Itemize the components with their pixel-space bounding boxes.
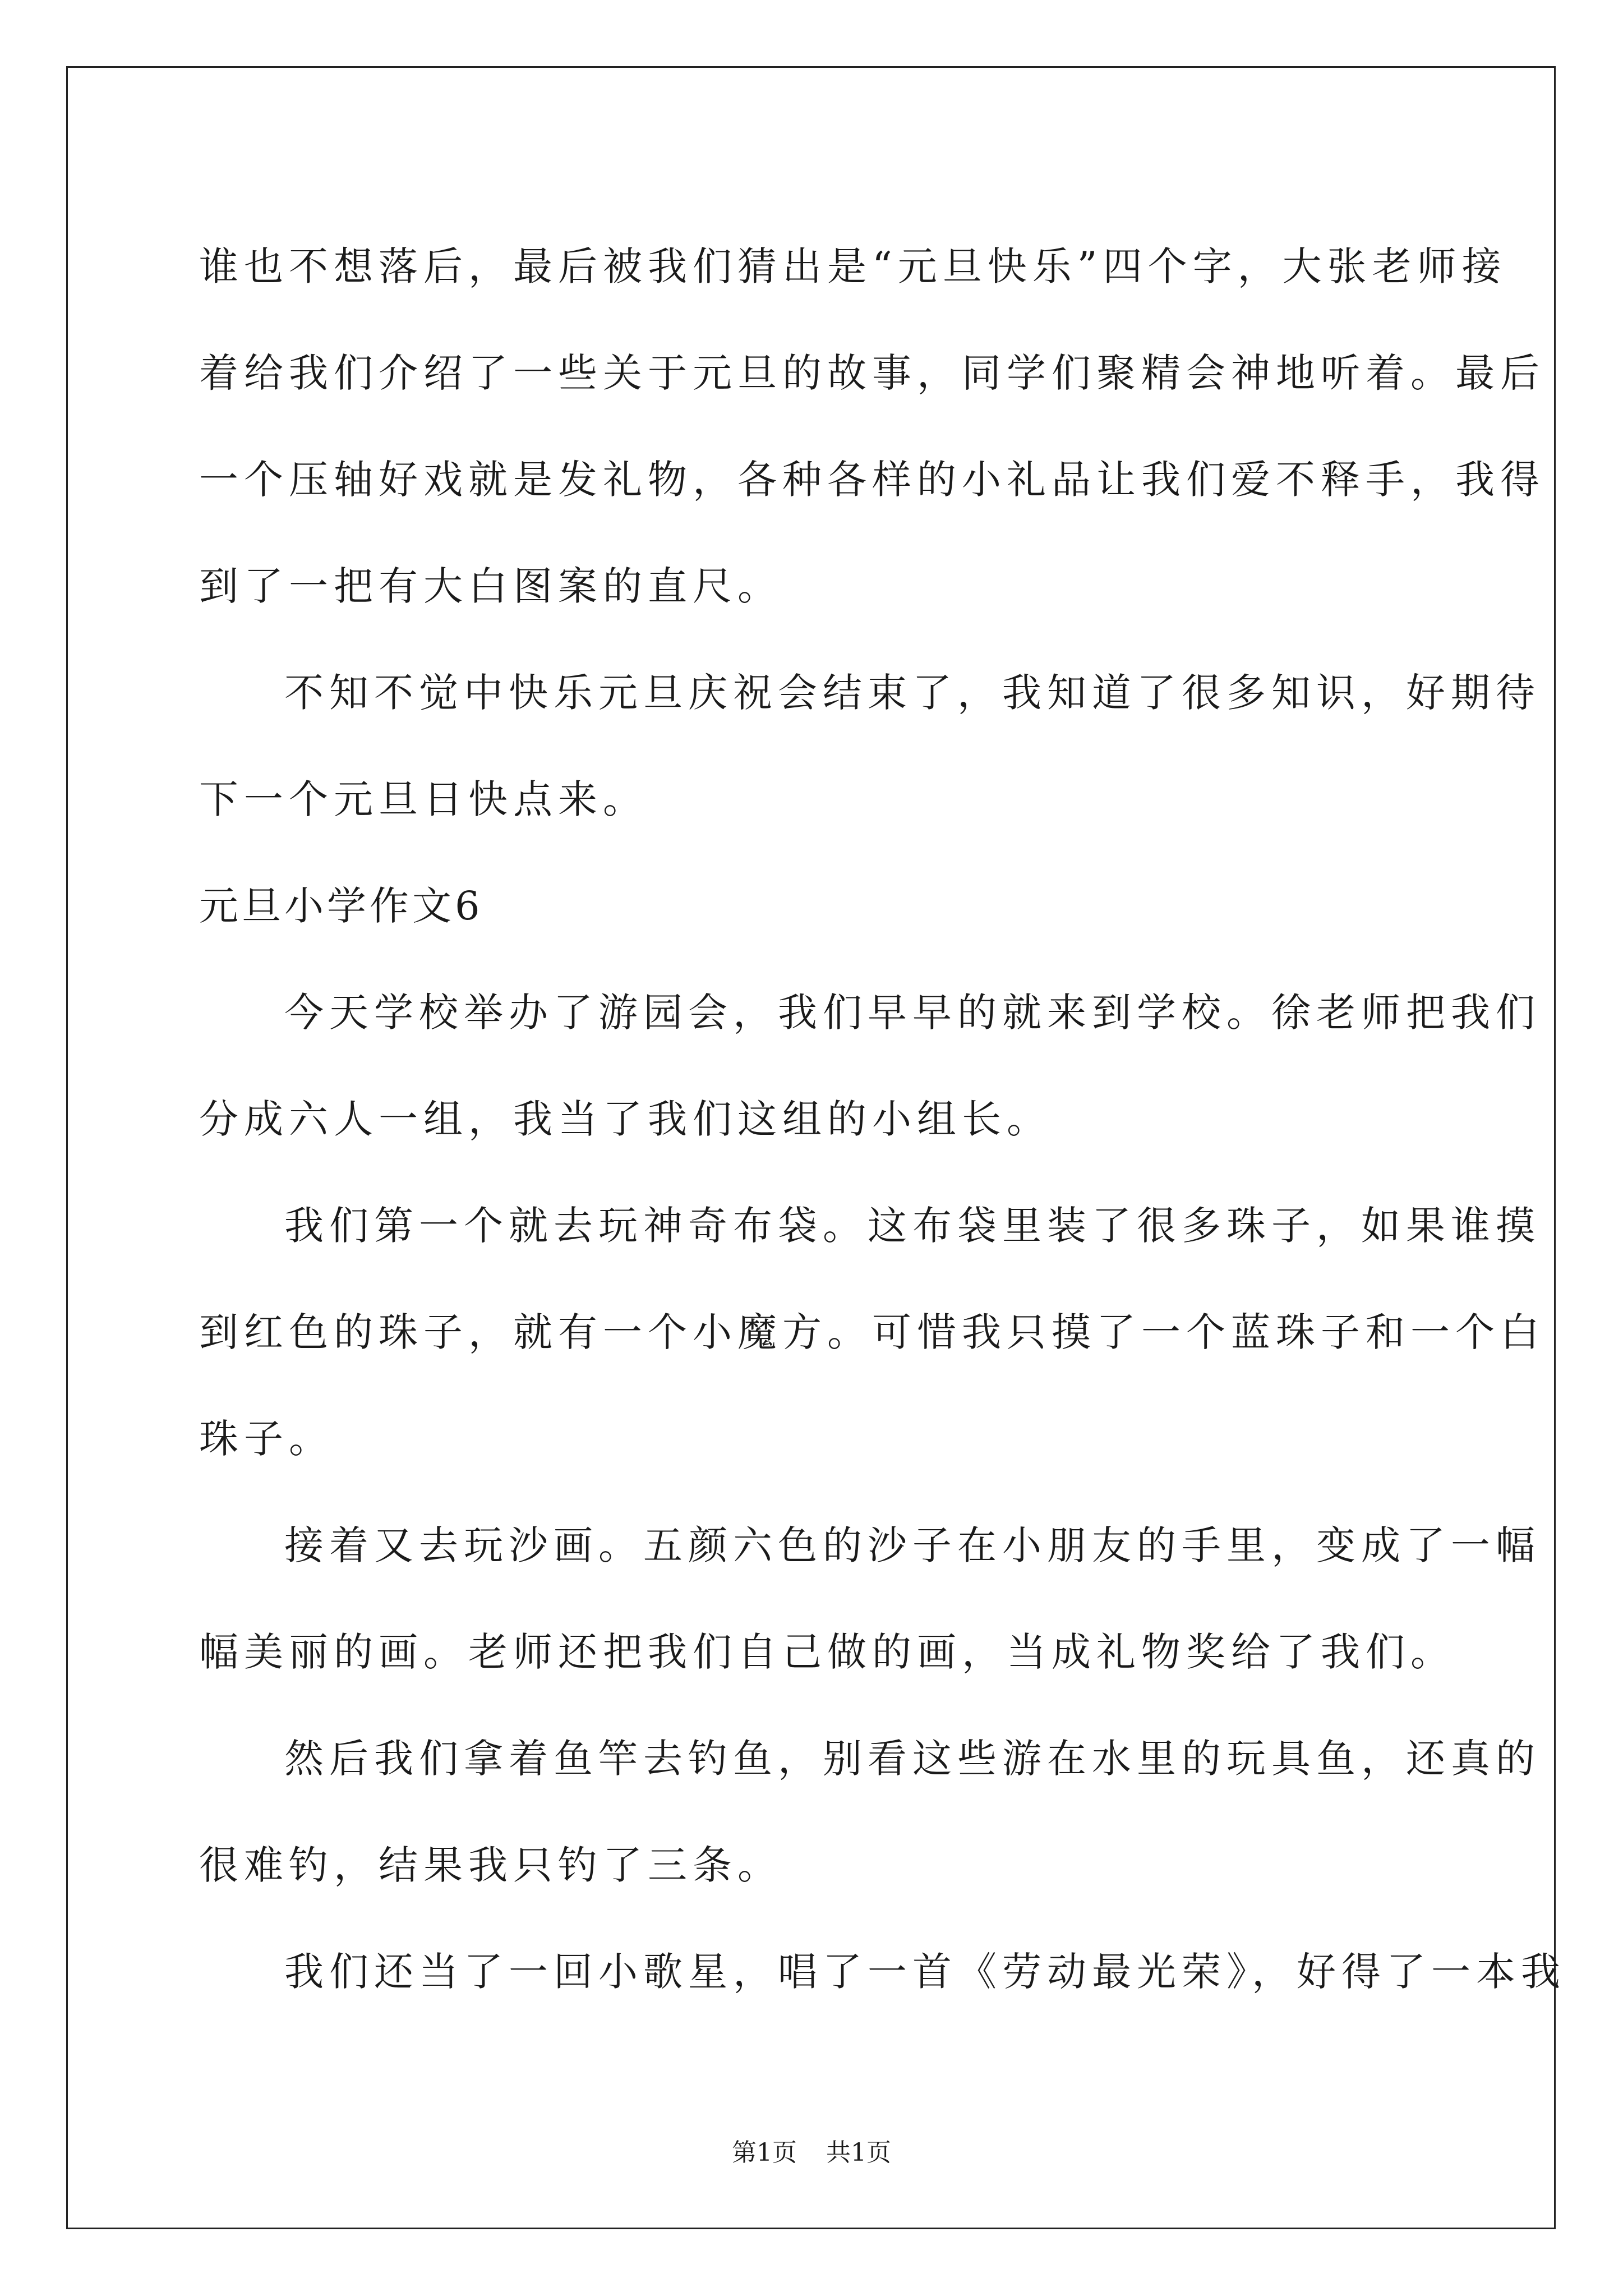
paragraph-line: 我们还当了一回小歌星，唱了一首《劳动最光荣》，好得了一本我 — [284, 1949, 1566, 1995]
paragraph-line: 一个压轴好戏就是发礼物，各种各样的小礼品让我们爱不释手，我得 — [199, 457, 1545, 503]
paragraph-line: 今天学校举办了游园会，我们早早的就来到学校。徐老师把我们 — [284, 990, 1541, 1036]
paragraph-line: 到红色的珠子，就有一个小魔方。可惜我只摸了一个蓝珠子和一个白 — [199, 1309, 1545, 1355]
section-heading: 元旦小学作文6 — [199, 883, 483, 929]
paragraph-line: 接着又去玩沙画。五颜六色的沙子在小朋友的手里，变成了一幅 — [284, 1522, 1541, 1568]
paragraph-line: 不知不觉中快乐元旦庆祝会结束了，我知道了很多知识，好期待 — [284, 670, 1541, 716]
paragraph-line: 然后我们拿着鱼竿去钓鱼，别看这些游在水里的玩具鱼，还真的 — [284, 1736, 1541, 1782]
paragraph-line: 着给我们介绍了一些关于元旦的故事，同学们聚精会神地听着。最后 — [199, 350, 1545, 396]
paragraph-line: 到了一把有大白图案的直尺。 — [199, 563, 782, 609]
page-total: 共1页 — [826, 2138, 891, 2167]
paragraph-line: 我们第一个就去玩神奇布袋。这布袋里装了很多珠子，如果谁摸 — [284, 1203, 1541, 1249]
document-body — [199, 213, 1566, 2025]
paragraph-line: 下一个元旦日快点来。 — [199, 776, 648, 822]
page-footer — [0, 2136, 1623, 2170]
paragraph-line: 珠子。 — [199, 1416, 334, 1462]
paragraph-line: 幅美丽的画。老师还把我们自己做的画，当成礼物奖给了我们。 — [199, 1629, 1455, 1675]
paragraph-line: 很难钓，结果我只钓了三条。 — [199, 1842, 782, 1888]
page-number: 第1页 — [732, 2138, 797, 2167]
paragraph-line: 谁也不想落后，最后被我们猜出是“元旦快乐”四个字，大张老师接 — [199, 243, 1507, 289]
paragraph-line: 分成六人一组，我当了我们这组的小组长。 — [199, 1096, 1052, 1142]
